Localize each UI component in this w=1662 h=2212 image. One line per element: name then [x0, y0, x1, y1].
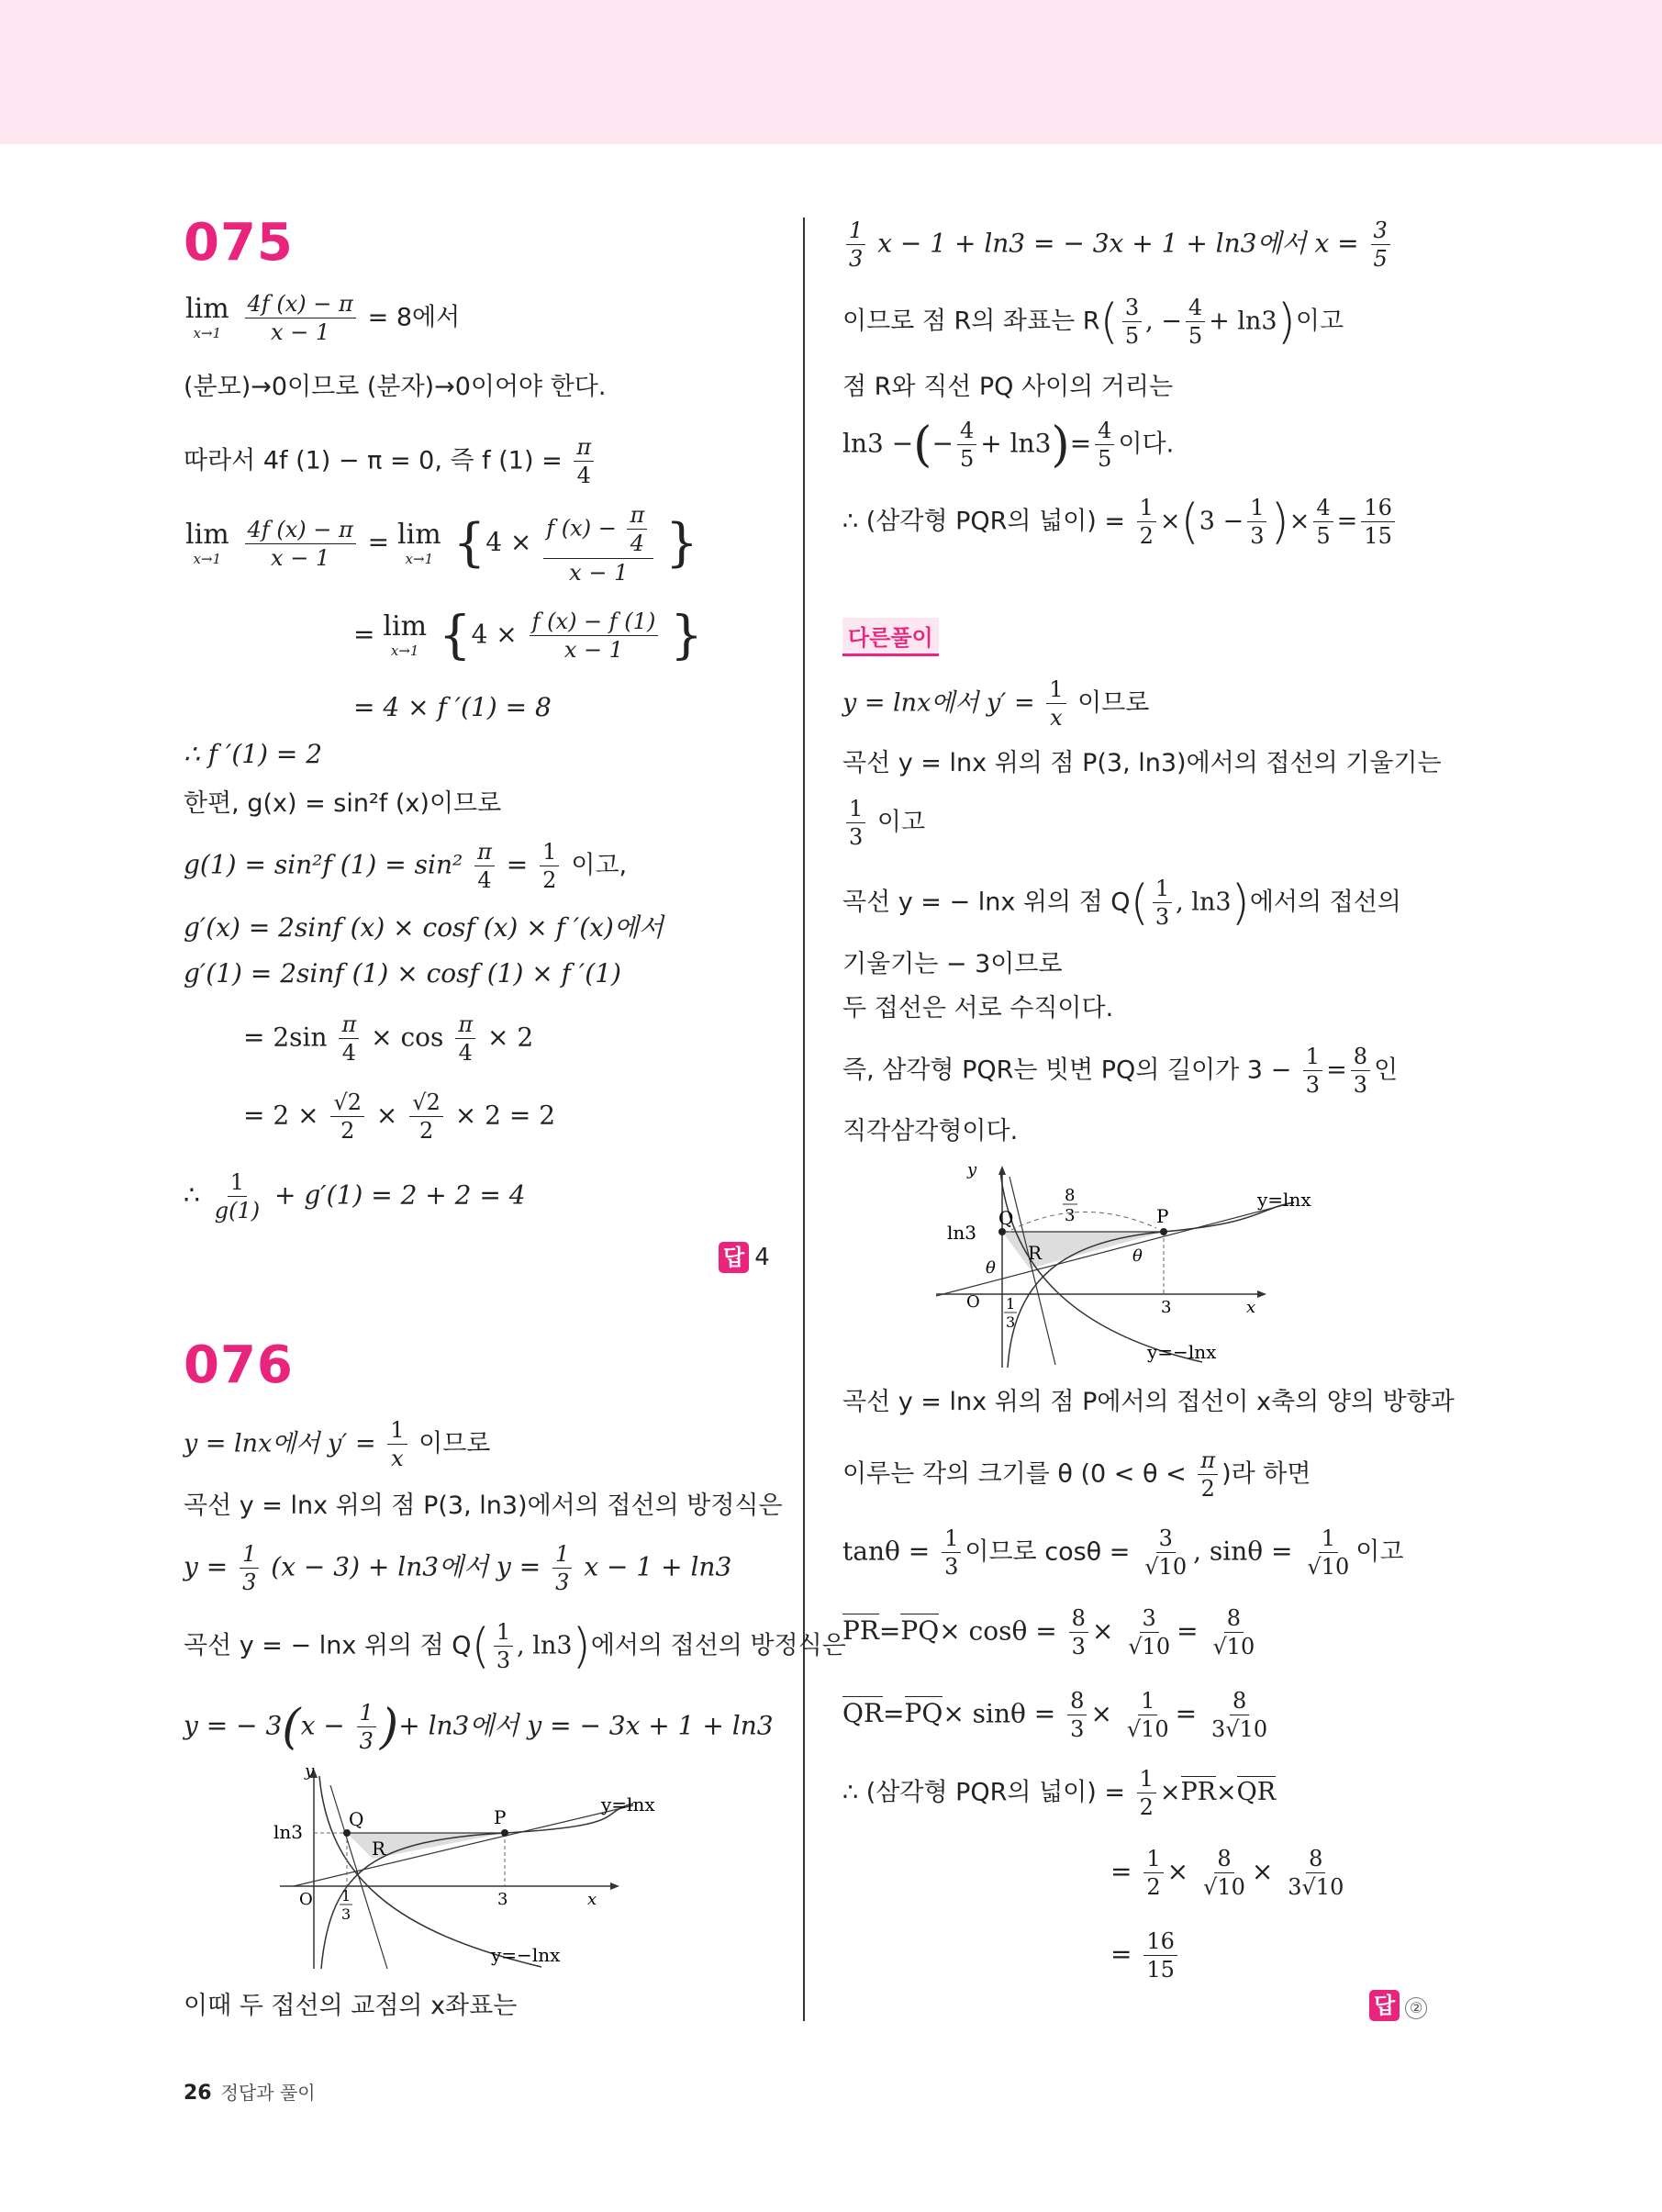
r-line21: = $\frac{16}{15}$ — [1110, 1929, 1181, 1983]
svg-text:3: 3 — [1065, 1206, 1076, 1225]
p075-line1: lim x→1 $\frac{4f (x) - \pi}{x - 1}$ = 8에서 — [185, 291, 461, 346]
p075-line5: = lim x→1 {4 × $\frac{f (x) - f (1)}{x - 1}$ } — [353, 605, 703, 665]
curve-neg-lnx — [319, 1776, 541, 1967]
r-line3: 점 R와 직선 PQ 사이의 거리는 — [842, 373, 1174, 401]
svg-text:1: 1 — [341, 1887, 351, 1905]
fraction: f (x) − $\frac{\pi}{4}$ x − 1 — [543, 503, 653, 585]
problem-number-076: 076 — [184, 1335, 294, 1395]
point-p — [501, 1829, 508, 1837]
svg-text:3: 3 — [497, 1890, 508, 1909]
svg-text:x: x — [587, 1890, 597, 1909]
point-q — [343, 1829, 351, 1837]
p076-line1: y = lnx에서 y′ = $\frac{1}{x}$ 이므로 — [184, 1417, 491, 1472]
p076-line2: 곡선 y = lnx 위의 점 P(3, ln3)에서의 접선의 방정식은 — [184, 1491, 783, 1520]
p075-line11: g′(1) = 2sinf (1) × cosf (1) × f ′(1) — [184, 958, 621, 989]
page-number: 26 — [184, 2082, 212, 2105]
svg-text:R: R — [1028, 1242, 1043, 1264]
page-footer — [184, 2078, 316, 2105]
fraction: $\frac{\pi}{4}$ — [574, 435, 594, 488]
column-divider — [803, 218, 805, 2021]
svg-text:y: y — [305, 1761, 315, 1781]
r-line13: 직각삼각형이다. — [842, 1117, 1019, 1145]
r-line5: ∴ (삼각형 PQR의 넓이) = $\frac{1}{2}$ ×(3 − $\frac{1}{3}$ )× $\frac{4}{5}$ = $\frac{16}{15}$ — [842, 496, 1399, 549]
p075-line9: g(1) = sin²f (1) = sin² $\frac{\pi}{4}$ = $\frac{1}{2}$ 이고, — [184, 839, 628, 894]
p076-line4: 곡선 y = − lnx 위의 점 Q( $\frac{1}{3}$ , ln3)에서의 접선의 방정식은 — [184, 1618, 846, 1674]
answer-badge: 답 — [1369, 1990, 1400, 2021]
fraction: $\frac{f (x) - f (1)}{x - 1}$ — [530, 609, 659, 663]
p075-line14: ∴ $\frac{1}{g(1)}$ + g′(1) = 2 + 2 = 4 — [184, 1169, 526, 1224]
svg-text:O: O — [299, 1890, 313, 1909]
r-line10: 기울기는 − 3이므로 — [842, 950, 1063, 978]
tangent-p — [936, 1202, 1294, 1296]
fraction: $\frac{4f (x) - \pi}{x - 1}$ — [245, 518, 356, 571]
answer-badge: 답 — [719, 1242, 749, 1273]
r-line9: 곡선 y = − lnx 위의 점 Q( $\frac{1}{3}$ , ln3)에서의 접선의 — [842, 875, 1401, 931]
p076-line5: y = − 3(x − $\frac{1}{3}$ )+ ln3에서 y = − 3x + 1 + ln3 — [184, 1699, 774, 1755]
limit: lim x→1 — [397, 519, 441, 568]
svg-text:1: 1 — [1006, 1295, 1016, 1313]
svg-text:y=lnx: y=lnx — [1257, 1189, 1311, 1211]
graph-alt — [927, 1158, 1349, 1369]
r-line11: 두 접선은 서로 수직이다. — [842, 994, 1114, 1022]
svg-text:O: O — [966, 1292, 980, 1312]
graph-076 — [266, 1758, 697, 1978]
tangent-p — [294, 1805, 633, 1886]
p075-line6: = 4 × f ′(1) = 8 — [353, 692, 552, 722]
p075-line13: = 2 × $\frac{√2}{2}$ × $\frac{√2}{2}$ × 2 = 2 — [243, 1089, 556, 1145]
r-line20: = $\frac{1}{2}$ × $\frac{8}{√10}$ × $\frac{8}{3√10}$ — [1110, 1846, 1344, 1901]
r-line1: $\frac{1}{3}$ x − 1 + ln3 = − 3x + 1 + ln3에서 x = $\frac{3}{5}$ — [842, 218, 1394, 272]
svg-text:y=−lnx: y=−lnx — [1147, 1341, 1217, 1363]
r-line16: tanθ = $\frac{1}{3}$ 이므로 cosθ = $\frac{3}{√10}$ , sinθ = $\frac{1}{√10}$ 이고 — [842, 1525, 1404, 1581]
r-line8: $\frac{1}{3}$ 이고 — [842, 797, 925, 850]
p076-line6: 이때 두 접선의 교점의 x좌표는 — [184, 1992, 518, 2020]
svg-text:P: P — [1156, 1205, 1169, 1227]
svg-text:y=−lnx: y=−lnx — [491, 1944, 561, 1966]
svg-text:3: 3 — [1161, 1298, 1172, 1317]
svg-text:Q: Q — [349, 1808, 364, 1830]
svg-text:y=lnx: y=lnx — [601, 1793, 655, 1815]
r-line15: 이루는 각의 크기를 θ (0 < θ < $\frac{\pi}{2}$ )라 하면 — [842, 1447, 1311, 1503]
svg-text:P: P — [494, 1806, 507, 1828]
svg-text:θ: θ — [1132, 1246, 1143, 1266]
r-line4: ln3 −(− $\frac{4}{5}$ + ln3)= $\frac{4}{5}$ 이다. — [842, 417, 1175, 473]
p075-line4: lim x→1 $\frac{4f (x) - \pi}{x - 1}$ = lim x→1 {4 × f (x) − $\frac{\pi}{4}$ x − 1 } — [185, 502, 698, 586]
r-line2: 이므로 점 R의 좌표는 R( $\frac{3}{5}$ , − $\frac{4}{5}$ + ln3)이고 — [842, 294, 1344, 350]
point-p — [1160, 1228, 1167, 1235]
svg-text:y: y — [967, 1160, 977, 1179]
r-line18: QR=PQ× sinθ = $\frac{8}{3}$ × $\frac{1}{√10}$ = $\frac{8}{3√10}$ — [842, 1688, 1268, 1743]
r-line17: PR=PQ× cosθ = $\frac{8}{3}$ × $\frac{3}{√10}$ = $\frac{8}{√10}$ — [842, 1605, 1255, 1660]
r-line19: ∴ (삼각형 PQR의 넓이) = $\frac{1}{2}$ ×PR×QR — [842, 1766, 1277, 1821]
answer-alt: 답 ② — [1369, 1990, 1427, 2021]
r-line14: 곡선 y = lnx 위의 점 P에서의 접선이 x축의 양의 방향과 — [842, 1388, 1455, 1416]
p075-line8: 한편, g(x) = sin²f (x)이므로 — [184, 789, 502, 818]
p075-line10: g′(x) = 2sinf (x) × cosf (x) × f ′(x)에서 — [184, 912, 664, 943]
svg-text:3: 3 — [1006, 1313, 1016, 1331]
svg-text:Q: Q — [998, 1207, 1014, 1229]
svg-text:8: 8 — [1065, 1186, 1076, 1205]
header-band — [0, 0, 1662, 144]
svg-text:ln3: ln3 — [273, 1821, 304, 1843]
r-line12: 즉, 삼각형 PQR는 빗변 PQ의 길이가 3 − $\frac{1}{3}$ = $\frac{8}{3}$ 인 — [842, 1044, 1399, 1099]
problem-number-075: 075 — [184, 213, 294, 273]
p075-line7: ∴ f ′(1) = 2 — [184, 739, 323, 769]
r-line7: 곡선 y = lnx 위의 점 P(3, ln3)에서의 접선의 기울기는 — [842, 749, 1442, 777]
limit: lim x→1 — [185, 293, 229, 342]
fraction: $\frac{4f (x) - \pi}{x - 1}$ — [245, 292, 356, 345]
svg-text:3: 3 — [341, 1905, 351, 1923]
svg-text:R: R — [372, 1838, 386, 1860]
r-line6: y = lnx에서 y′ = $\frac{1}{x}$ 이므로 — [842, 676, 1150, 732]
svg-text:θ: θ — [986, 1258, 996, 1278]
p075-line3: 따라서 4f (1) − π = 0, 즉 f (1) = $\frac{\pi}{4}$ — [184, 435, 597, 488]
svg-text:ln3: ln3 — [947, 1222, 977, 1244]
point-q — [998, 1228, 1006, 1235]
limit: lim x→1 — [383, 610, 428, 660]
svg-text:x: x — [1246, 1298, 1256, 1317]
p075-line2: (분모)→0이므로 (분자)→0이어야 한다. — [184, 373, 607, 401]
answer-075: 답 4 — [719, 1242, 770, 1273]
p076-line3: y = $\frac{1}{3}$ (x − 3) + ln3에서 y = $\frac{1}{3}$ x − 1 + ln3 — [184, 1541, 732, 1596]
p075-line12: = 2sin $\frac{\pi}{4}$ × cos $\frac{\pi}{4}$ × 2 — [243, 1011, 534, 1067]
alternative-solution-label: 다른풀이 — [842, 618, 939, 656]
section-title: 정답과 풀이 — [220, 2082, 316, 2104]
limit: lim x→1 — [185, 519, 229, 568]
